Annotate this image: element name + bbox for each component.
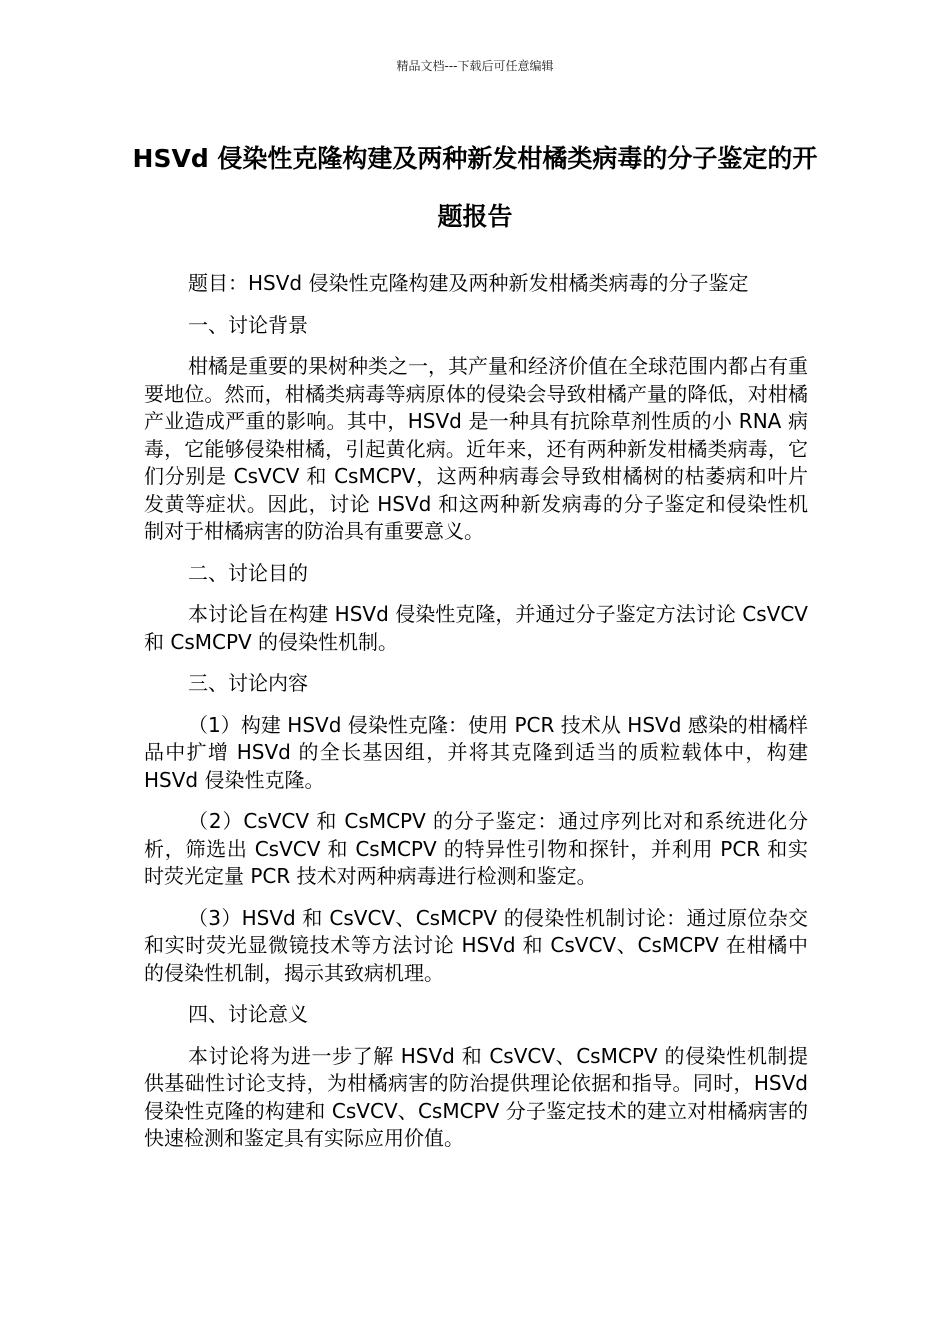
document-body <box>144 270 808 1167</box>
content-item-3: （3）HSVd 和 CsVCV、CsMCPV 的侵染性机制讨论：通过原位杂交和实时荧光显微镜技术等方法讨论 HSVd 和 CsVCV、CsMCPV 在柑橘中的侵染性机制，揭示其致病机理。 <box>144 905 808 985</box>
significance-paragraph: 本讨论将为进一步了解 HSVd 和 CsVCV、CsMCPV 的侵染性机制提供基础性讨论支持，为柑橘病害的防治提供理论依据和指导。同时，HSVd 侵染性克隆的构建和 CsVCV、CsMCPV 分子鉴定技术的建立对柑橘病害的快速检测和鉴定具有实际应用价值。 <box>144 1043 808 1150</box>
subject-line: 题目：HSVd 侵染性克隆构建及两种新发柑橘类病毒的分子鉴定 <box>188 271 749 295</box>
page-header-note: 精品文档---下载后可任意编辑 <box>396 59 554 73</box>
background-paragraph: 柑橘是重要的果树种类之一，其产量和经济价值在全球范围内都占有重要地位。然而，柑橘类病毒等病原体的侵染会导致柑橘产量的降低，对柑橘产业造成严重的影响。其中，HSVd 是一种具有抗除草剂性质的小 RNA 病毒，它能够侵染柑橘，引起黄化病。近年来，还有两种新发柑橘类病毒，它们分别是 CsVCV 和 CsMCPV，这两种病毒会导致柑橘树的枯萎病和叶片发黄等症状。因此，讨论 HSVd 和这两种新发病毒的分子鉴定和侵染性机制对于柑橘病害的防治具有重要意义。 <box>144 354 808 543</box>
section-heading-content: 三、讨论内容 <box>188 671 308 695</box>
section-heading-significance: 四、讨论意义 <box>188 1002 308 1026</box>
purpose-paragraph: 本讨论旨在构建 HSVd 侵染性克隆，并通过分子鉴定方法讨论 CsVCV 和 CsMCPV 的侵染性机制。 <box>144 602 808 654</box>
content-item-2: （2）CsVCV 和 CsMCPV 的分子鉴定：通过序列比对和系统进化分析，筛选出 CsVCV 和 CsMCPV 的特异性引物和探针，并利用 PCR 和实时荧光定量 PCR 技术对两种病毒进行检测和鉴定。 <box>144 809 808 888</box>
content-item-1: （1）构建 HSVd 侵染性克隆：使用 PCR 技术从 HSVd 感染的柑橘样品中扩增 HSVd 的全长基因组，并将其克隆到适当的质粒载体中，构建 HSVd 侵染性克隆。 <box>144 712 808 792</box>
section-heading-purpose: 二、讨论目的 <box>188 560 308 585</box>
document-title: HSVd 侵染性克隆构建及两种新发柑橘类病毒的分子鉴定的开题报告 <box>132 144 818 231</box>
section-heading-background: 一、讨论背景 <box>188 312 308 337</box>
